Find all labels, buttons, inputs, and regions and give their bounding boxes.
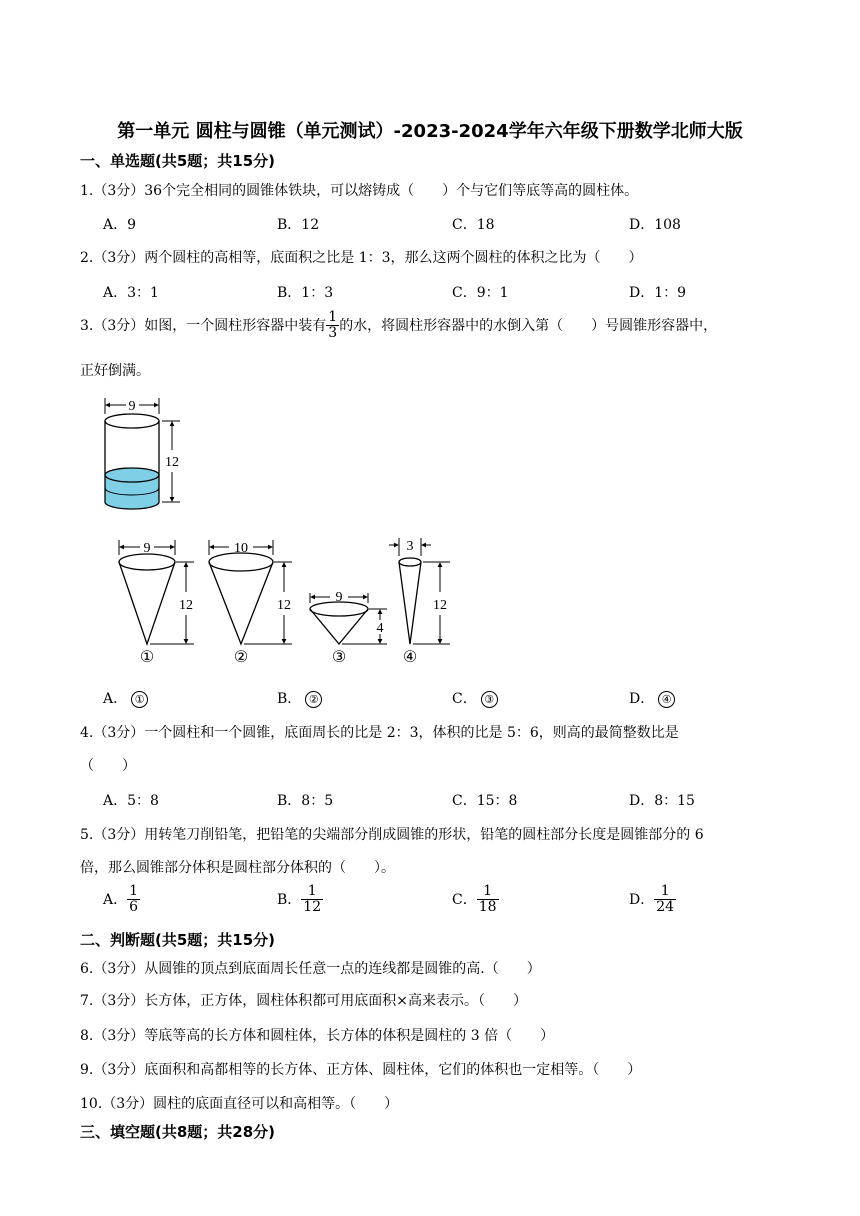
q3-option-d-mark: ④ bbox=[658, 691, 675, 708]
q3-option-d[interactable] bbox=[629, 688, 675, 708]
q3-option-b-mark: ② bbox=[305, 691, 322, 708]
cone-4-mark: ④ bbox=[402, 649, 418, 666]
q5-option-c-num: 1 bbox=[477, 884, 499, 900]
question-5-line2: 倍，那么圆锥部分体积是圆柱部分体积的（ ）。 bbox=[80, 860, 395, 876]
section-heading-fill-blank: 三、填空题(共8题；共28分) bbox=[80, 1123, 276, 1141]
q3-text-b: 的水，将圆柱形容器中的水倒入第（ ）号圆锥形容器中， bbox=[339, 318, 718, 335]
q4-option-a[interactable]: A．5：8 bbox=[103, 793, 159, 809]
cone-1-diameter: 9 bbox=[143, 541, 151, 556]
cone-3 bbox=[310, 602, 368, 644]
cone-3-diameter: 9 bbox=[335, 590, 343, 605]
question-8: 8.（3分）等底等高的长方体和圆柱体，长方体的体积是圆柱的 3 倍（ ） bbox=[80, 1028, 555, 1044]
q1-option-d[interactable]: D．108 bbox=[629, 217, 681, 233]
q5-option-b-num: 1 bbox=[301, 884, 323, 900]
q3-option-b-label: B． bbox=[277, 691, 302, 707]
q5-option-d-label: D． bbox=[629, 892, 655, 909]
cone-2-mark: ② bbox=[233, 649, 249, 666]
cone-4 bbox=[399, 558, 421, 644]
q4-option-b[interactable]: B．8：5 bbox=[277, 793, 334, 809]
question-2: 2.（3分）两个圆柱的高相等，底面积之比是 1：3，那么这两个圆柱的体积之比为（ ） bbox=[80, 250, 643, 266]
cone-3-mark: ③ bbox=[331, 649, 347, 666]
question-4-line2: （ ） bbox=[80, 758, 136, 774]
q5-option-a[interactable] bbox=[103, 884, 140, 914]
q3-option-d-label: D． bbox=[629, 691, 655, 707]
cone-2-height: 12 bbox=[277, 598, 291, 613]
q5-option-c-den: 18 bbox=[478, 898, 497, 915]
q5-option-c-fraction bbox=[477, 884, 499, 914]
cylinder-diameter-label: 9 bbox=[128, 399, 136, 414]
q3-option-c-mark: ③ bbox=[481, 691, 498, 708]
q3-option-c[interactable] bbox=[452, 688, 498, 708]
cylinder-height-label: 12 bbox=[165, 455, 179, 470]
q3-option-a-label: A． bbox=[103, 691, 128, 707]
question-10: 10.（3分）圆柱的底面直径可以和高相等。（ ） bbox=[80, 1096, 399, 1112]
q3-text-a: 3.（3分）如图，一个圆柱形容器中装有 bbox=[80, 318, 327, 335]
q3-option-a[interactable] bbox=[103, 688, 148, 708]
cone-1-mark: ① bbox=[139, 649, 155, 666]
question-7: 7.（3分）长方体，正方体，圆柱体积都可用底面积×高来表示。（ ） bbox=[80, 993, 527, 1009]
q5-option-a-den: 6 bbox=[129, 898, 139, 915]
cone-1 bbox=[119, 554, 175, 644]
q3-fraction bbox=[326, 310, 339, 340]
q4-option-d[interactable]: D．8：15 bbox=[629, 793, 695, 809]
q3-option-c-label: C． bbox=[452, 691, 477, 707]
question-5: 5.（3分）用转笔刀削铅笔，把铅笔的尖端部分削成圆锥的形状，铅笔的圆柱部分长度是圆锥部分的 6 bbox=[80, 827, 704, 843]
q1-option-c[interactable]: C．18 bbox=[452, 217, 495, 233]
question-3-line2: 正好倒满。 bbox=[80, 363, 150, 379]
question-1: 1.（3分）36个完全相同的圆锥体铁块，可以熔铸成（ ）个与它们等底等高的圆柱体。 bbox=[80, 183, 639, 199]
q3-fraction-den: 3 bbox=[328, 324, 338, 341]
cone-4-dimensions bbox=[389, 538, 450, 644]
q5-option-b-den: 12 bbox=[303, 898, 322, 915]
q5-option-a-label: A． bbox=[103, 892, 128, 909]
q2-option-c[interactable]: C．9：1 bbox=[452, 285, 509, 301]
q2-option-b[interactable]: B．1：3 bbox=[277, 285, 334, 301]
water-surface bbox=[105, 468, 159, 482]
q3-fraction-num: 1 bbox=[328, 309, 338, 325]
q5-option-b[interactable] bbox=[277, 884, 323, 914]
section-heading-true-false: 二、判断题(共5题；共15分) bbox=[80, 931, 276, 949]
cylinder-container bbox=[105, 414, 159, 509]
section-heading-single-choice: 一、单选题(共5题；共15分) bbox=[80, 152, 276, 170]
cone-4-diameter: 3 bbox=[406, 539, 414, 554]
q2-option-d[interactable]: D．1：9 bbox=[629, 285, 687, 301]
q5-option-a-num: 1 bbox=[129, 883, 139, 899]
q3-figure bbox=[90, 390, 470, 675]
question-6: 6.（3分）从圆锥的顶点到底面周长任意一点的连线都是圆锥的高.（ ） bbox=[80, 961, 541, 977]
q1-option-b[interactable]: B．12 bbox=[277, 217, 320, 233]
q2-option-a[interactable]: A．3：1 bbox=[103, 285, 159, 301]
q5-option-b-label: B． bbox=[277, 892, 302, 909]
cone-2 bbox=[209, 553, 273, 644]
q5-option-c-label: C． bbox=[452, 892, 477, 909]
q5-option-d[interactable] bbox=[629, 884, 676, 914]
question-3 bbox=[80, 310, 717, 340]
cone-2-diameter: 10 bbox=[234, 541, 248, 556]
q3-option-b[interactable] bbox=[277, 688, 322, 708]
q5-option-d-den: 24 bbox=[656, 898, 675, 915]
question-4: 4.（3分）一个圆柱和一个圆锥，底面周长的比是 2：3，体积的比是 5：6，则高的最简整数比是 bbox=[80, 725, 679, 741]
q5-option-d-num: 1 bbox=[654, 884, 676, 900]
cone-3-dimensions bbox=[310, 593, 387, 644]
question-9: 9.（3分）底面积和高都相等的长方体、正方体、圆柱体，它们的体积也一定相等。（ ） bbox=[80, 1062, 642, 1078]
cone-1-height: 12 bbox=[179, 598, 193, 613]
page-title: 第一单元 圆柱与圆锥（单元测试）-2023-2024学年六年级下册数学北师大版 bbox=[117, 121, 743, 142]
q5-option-a-fraction bbox=[127, 884, 140, 914]
q5-option-b-fraction bbox=[301, 884, 323, 914]
cone-3-height: 4 bbox=[376, 621, 384, 636]
q5-option-d-fraction bbox=[654, 884, 676, 914]
q4-option-c[interactable]: C．15：8 bbox=[452, 793, 518, 809]
cone-4-height: 12 bbox=[433, 598, 447, 613]
cone-2-dimensions bbox=[209, 540, 292, 644]
q3-option-a-mark: ① bbox=[131, 691, 148, 708]
q5-option-c[interactable] bbox=[452, 884, 499, 914]
q1-option-a[interactable]: A．9 bbox=[103, 217, 137, 233]
